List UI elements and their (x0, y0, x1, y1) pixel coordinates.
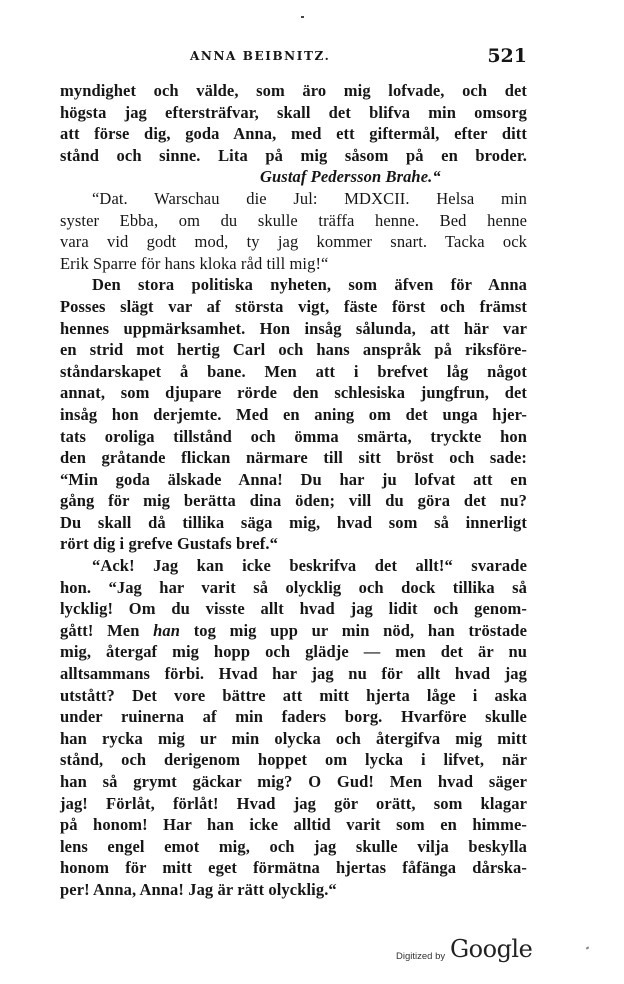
text-line: högsta jag eftersträfvar, skall det blifva min omsorg (60, 102, 527, 122)
text-line: under ruinerna af min faders borg. Hvarföre skulle (60, 707, 527, 727)
text-line: syster Ebba, om du skulle träffa henne. Bed henne (60, 210, 527, 230)
text-fragment: tog mig upp ur min nöd, han tröstade (180, 620, 527, 640)
digitized-label: Digitized by (396, 951, 446, 962)
text-line: alltsammans förbi. Hvad har jag nu för allt hvad jag (60, 664, 527, 684)
text-line: den gråtande flickan närmare till sitt bröst och sade: (60, 448, 527, 468)
page-body (60, 80, 527, 901)
text-line: stånd och sinne. Lita på mig såsom på en broder. (60, 145, 527, 165)
text-line: vara vid godt mod, ty jag kommer snart. Tacka ock (60, 232, 527, 252)
text-line: “Min goda älskade Anna! Du har ju lofvat att en (60, 469, 527, 489)
text-line: Den stora politiska nyheten, som äfven för Anna (92, 275, 527, 295)
text-line: jag! Förlåt, förlåt! Hvad jag gör orätt, som klagar (60, 793, 527, 813)
text-line: stånd, och derigenom hoppet om lycka i lifvet, när (60, 750, 527, 770)
page-number: 521 (487, 45, 527, 67)
text-line (60, 620, 527, 642)
text-line: rört dig i grefve Gustafs bref.“ (60, 534, 278, 554)
text-line: honom för mitt eget förmätna hjertas fåfänga dårska- (60, 858, 527, 878)
text-line: per! Anna, Anna! Jag är rätt olycklig.“ (60, 879, 337, 899)
text-fragment: gått! Men (60, 620, 154, 640)
text-line: gång för mig berätta dina öden; vill du göra det nu? (60, 491, 527, 511)
running-title: ANNA BEIBNITZ. (190, 49, 331, 63)
text-line: att förse dig, goda Anna, med ett giftermål, efter ditt (60, 124, 527, 144)
text-line: utstått? Det vore bättre att mitt hjerta låge i aska (60, 685, 527, 705)
text-line: mig, återgaf mig hopp och glädje — men det är nu (60, 642, 527, 662)
text-line: lycklig! Om du visste allt hvad jag lidit och genom- (60, 599, 527, 619)
text-line: ståndarskapet å bane. Men att i brefvet låg något (60, 361, 527, 381)
emphasis-han: han (153, 620, 181, 640)
scan-speck (301, 16, 304, 18)
text-line: “Ack! Jag kan icke beskrifva det allt!“ svarade (92, 556, 527, 576)
text-line: Posses slägt var af största vigt, fäste först och främst (60, 296, 527, 316)
signature-line: Gustaf Pedersson Brahe.“ (260, 167, 441, 187)
text-line: på honom! Har han icke alltid varit som en himme- (60, 815, 527, 835)
text-line: tats oroliga tillstånd och ömma smärta, tryckte hon (60, 426, 527, 446)
text-line: hon. “Jag har varit så olycklig och dock tillika så (60, 577, 527, 597)
text-line: Erik Sparre för hans kloka råd till mig!“ (60, 253, 329, 273)
digitized-by-google-watermark (396, 935, 536, 967)
page-header (60, 45, 527, 69)
text-line: myndighet och välde, som äro mig lofvade, och det (60, 81, 527, 100)
text-line: han rycka mig ur min olycka och återgifva mig mitt (60, 728, 527, 748)
text-line: insåg hon derjemte. Med en aning om det unga hjer- (60, 404, 527, 424)
text-line: en strid mot hertig Carl och hans anspråk på riksföre- (60, 340, 527, 360)
text-line: han så grymt gäckar mig? O Gud! Men hvad säger (60, 772, 527, 791)
text-line: lens engel emot mig, och jag skulle vilja beskylla (60, 836, 527, 856)
text-line: hennes uppmärksamhet. Hon insåg sålunda, att här var (60, 318, 527, 338)
scan-mark (586, 946, 590, 949)
google-logo: Google (450, 935, 533, 963)
text-line: annat, som djupare rörde den schlesiska jungfrun, det (60, 383, 527, 403)
text-line: “Dat. Warschau die Jul: MDXCII. Helsa min (92, 188, 527, 208)
text-line: Du skall då tillika säga mig, hvad som så innerligt (60, 512, 527, 532)
